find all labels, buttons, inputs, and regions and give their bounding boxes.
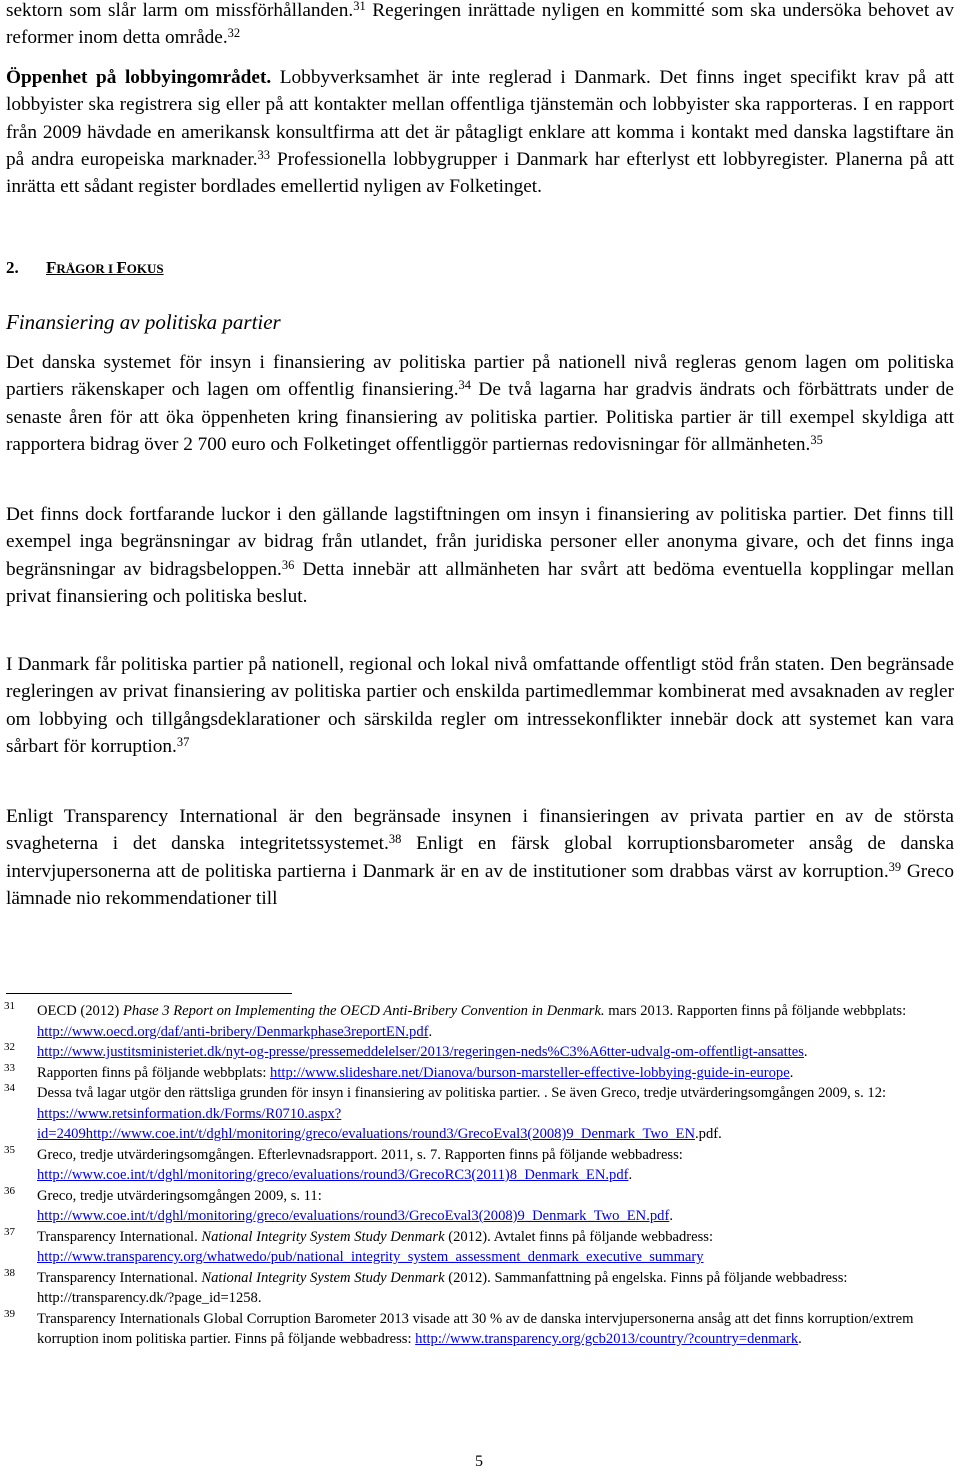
text: Enligt Transparency International är den begränsade insynen i finansieringen av privata partier en av de största svagheterna i det danska integritetssystemet. [6,806,954,855]
text: Det finns dock fortfarande luckor i den gällande lagstiftningen om insyn i finansiering av politiska partier. Det finns till exempel inga begränsningar av bidrag från utlandet, från juridiska personer eller anonyma givare, och det finns inga begränsningar av bidragsbeloppen. [6,504,954,580]
footnote-number: 35 [4,1143,15,1156]
footnote-ref: 37 [176,735,190,750]
section-title-letter: F [46,258,57,277]
footnote-35 [6,1145,954,1186]
footnote-number: 37 [4,1225,15,1238]
footnote-text: mars 2013. Rapporten finns på följande webbplats: [604,1003,907,1019]
text: De två lagarna har gradvis ändrats och förbättrats under de senaste åren för att öka öppenheten kring finansiering av politiska partier. Politiska partier är till exempel skyldiga att rapportera bidrag över 2 700 euro och Folketinget offentliggör partiernas redovisningar för allmänheten. [6,379,954,456]
footnote-number: 38 [4,1266,15,1279]
paragraph-transparency [6,803,954,913]
footnote-ref: 38 [388,832,402,847]
footnote-text: Greco, tredje utvärderingsomgången 2009, s. 11: [37,1187,322,1204]
footnote-text: Transparency Internationals Global Corruption Barometer 2013 visade att 30 % av de danska intervjupersonerna ansåg att det finns korruption/extrem korruption inom politiska partier. Finns på följande webbadress: [37,1310,914,1347]
footnote-link[interactable]: https://www.retsinformation.dk/Forms/R0710.aspx?id=2409 [37,1105,342,1142]
footnote-33 [6,1063,954,1084]
footnote-title: Phase 3 Report on Implementing the OECD Anti-Bribery Convention in Denmark. [122,1003,605,1019]
text: Regeringen inrättade nyligen en kommitté som ska undersöka behovet av reformer inom detta område. [6,0,954,49]
text: Detta innebär att allmänheten har svårt att bedöma eventuella kopplingar mellan privat finansiering och politiska beslut. [6,558,954,608]
footnote-text: Greco, tredje utvärderingsomgången. Efterlevnadsrapport. 2011, s. 7. Rapporten finns på följande webbadress: [37,1146,683,1163]
subheading: Finansiering av politiska partier [6,310,281,334]
footnote-text: Rapporten finns på följande webbplats: [37,1064,271,1081]
footnote-32 [6,1042,954,1063]
page-number: 5 [475,1453,483,1470]
paragraph-public-support [6,651,954,761]
footnote-ref: 31 [353,0,366,13]
paragraph-lead: Öppenhet på lobbyingområdet. [6,66,272,88]
footnote-ref: 32 [227,26,241,41]
footnote-ref: 34 [458,378,472,393]
footnote-31 [6,1001,954,1042]
footnote-text: Transparency International. [37,1228,202,1245]
paragraph-lobbying [6,64,954,201]
footnote-text: . [803,1044,808,1060]
footnote-number: 39 [4,1307,15,1320]
section-title-small: OKUS [126,261,164,276]
footnote-text: . [669,1208,673,1224]
footnote-37 [6,1227,954,1268]
footnote-38 [6,1268,954,1309]
footnote-text: Dessa två lagar utgör den rättsliga grunden för insyn i finansiering av politiska partier. [37,1085,544,1101]
footnote-number: 33 [4,1061,15,1074]
paragraph-gaps [6,501,954,611]
section-title [46,258,164,277]
paragraph-whistleblower [6,0,954,52]
footnote-link[interactable]: http://www.coe.int/t/dghl/monitoring/greco/evaluations/round3/GrecoEval3(2008)9_Denmark_Two_EN.pdf [37,1208,670,1224]
text: Det danska systemet för insyn i finansiering av politiska partier på nationell nivå regleras genom lagen om politiska partiers räkenskaper och lagen om offentlig finansiering. [6,352,954,401]
footnote-text: . [628,1167,633,1183]
footnote-link[interactable]: http://www.justitsministeriet.dk/nyt-og-presse/pressemeddelelser/2013/regeringen-neds%C3%A6tter-udvalg-om-offentligt-ansattes [37,1044,804,1060]
footnote-text: OECD (2012) [37,1003,123,1019]
footnote-39 [6,1309,954,1350]
footnote-text: . [428,1023,433,1040]
text: I Danmark får politiska partier på nationell, regional och lokal nivå omfattande offentligt stöd från staten. Den begränsade regleringen av privat finansiering av politiska partier och enskilda partimedlemmar kombinerat med avsaknaden av regler om lobbying och tillgångsdeklarationer och särskilda regler om intressekonflikter innebär dock att systemet kan vara sårbart för korruption. [6,654,954,758]
paragraph-system [6,349,954,459]
footnote-number: 31 [4,1000,15,1012]
footnote-number: 36 [4,1184,15,1197]
footnote-link[interactable]: http://www.slideshare.net/Dianova/burson-marsteller-effective-lobbying-guide-in-europe [270,1064,790,1081]
text: sektorn som slår larm om missförhållanden. [6,0,354,21]
section-title-small: RÅGOR I [56,261,117,276]
footnote-text: . Se även Greco, tredje utvärderingsomgången 2009, s. 12: [544,1085,887,1101]
text: Lobbyverksamhet är inte reglerad i Danmark. Det finns inget specifikt krav på att lobbyister ska registrera sig eller på att kontakter mellan offentliga tjänstemän och lobbyister ska rapporteras. I en rapport från 2009 hävdade en amerikansk konsultfirma att det är påtagligt enklare att komma i kontakt med danska lagstiftare än på andra europeiska marknader. [6,66,954,171]
footnote-ref: 39 [888,859,902,874]
footnote-ref: 35 [810,433,823,448]
footnote-ref: 33 [257,148,271,163]
footnote-text: (2012). Avtalet finns på följande webbadress: [444,1228,714,1245]
section-number: 2. [6,258,19,277]
section-heading [6,258,164,278]
footnote-36 [6,1186,954,1227]
text: Enligt en färsk global korruptionsbarometer ansåg de danska intervjupersonerna att de politiska partierna i Danmark är en av de institutioner som drabbas värst av korruption. [6,833,954,882]
footnote-link[interactable]: http://www.transparency.org/whatwedo/pub/national_integrity_system_assessment_denmark_executive_summary [37,1249,704,1265]
footnote-text: . [798,1331,802,1347]
footnote-number: 32 [4,1041,15,1053]
section-title-letter: F [116,258,127,277]
footnote-number: 34 [4,1082,15,1094]
footnote-title: National Integrity System Study Denmark [201,1269,445,1286]
footnote-text: .pdf. [695,1126,722,1142]
text: Professionella lobbygrupper i Danmark har efterlyst ett lobbyregister. Planerna på att inrätta ett sådant register bordlades emellertid nyligen av Folketinget. [6,149,954,198]
footnote-text: . [789,1064,794,1081]
footnote-34 [6,1083,954,1145]
footnote-text: Transparency International. [37,1269,202,1286]
footnote-link[interactable]: http://www.transparency.org/gcb2013/country/?country=denmark [415,1331,799,1347]
footnote-link[interactable]: http://www.oecd.org/daf/anti-bribery/Denmarkphase3reportEN.pdf [37,1023,429,1040]
footnote-link[interactable]: http://www.coe.int/t/dghl/monitoring/greco/evaluations/round3/GrecoEval3(2008)9_Denmark_Two_EN [85,1126,695,1142]
footnotes [6,1001,954,1350]
text: Greco lämnade nio rekommendationer till [6,860,954,910]
intro-text-block [6,0,954,201]
footnote-separator [6,993,292,994]
footnote-link[interactable]: http://www.coe.int/t/dghl/monitoring/greco/evaluations/round3/GrecoRC3(2011)8_Denmark_EN.pdf [37,1167,629,1183]
footnote-text: (2012). Sammanfattning på engelska. Finns på följande webbadress: http://transparency.dk/?page_id=1258. [37,1269,848,1306]
footnote-title: National Integrity System Study Denmark [201,1228,445,1245]
footnote-ref: 36 [281,557,295,572]
